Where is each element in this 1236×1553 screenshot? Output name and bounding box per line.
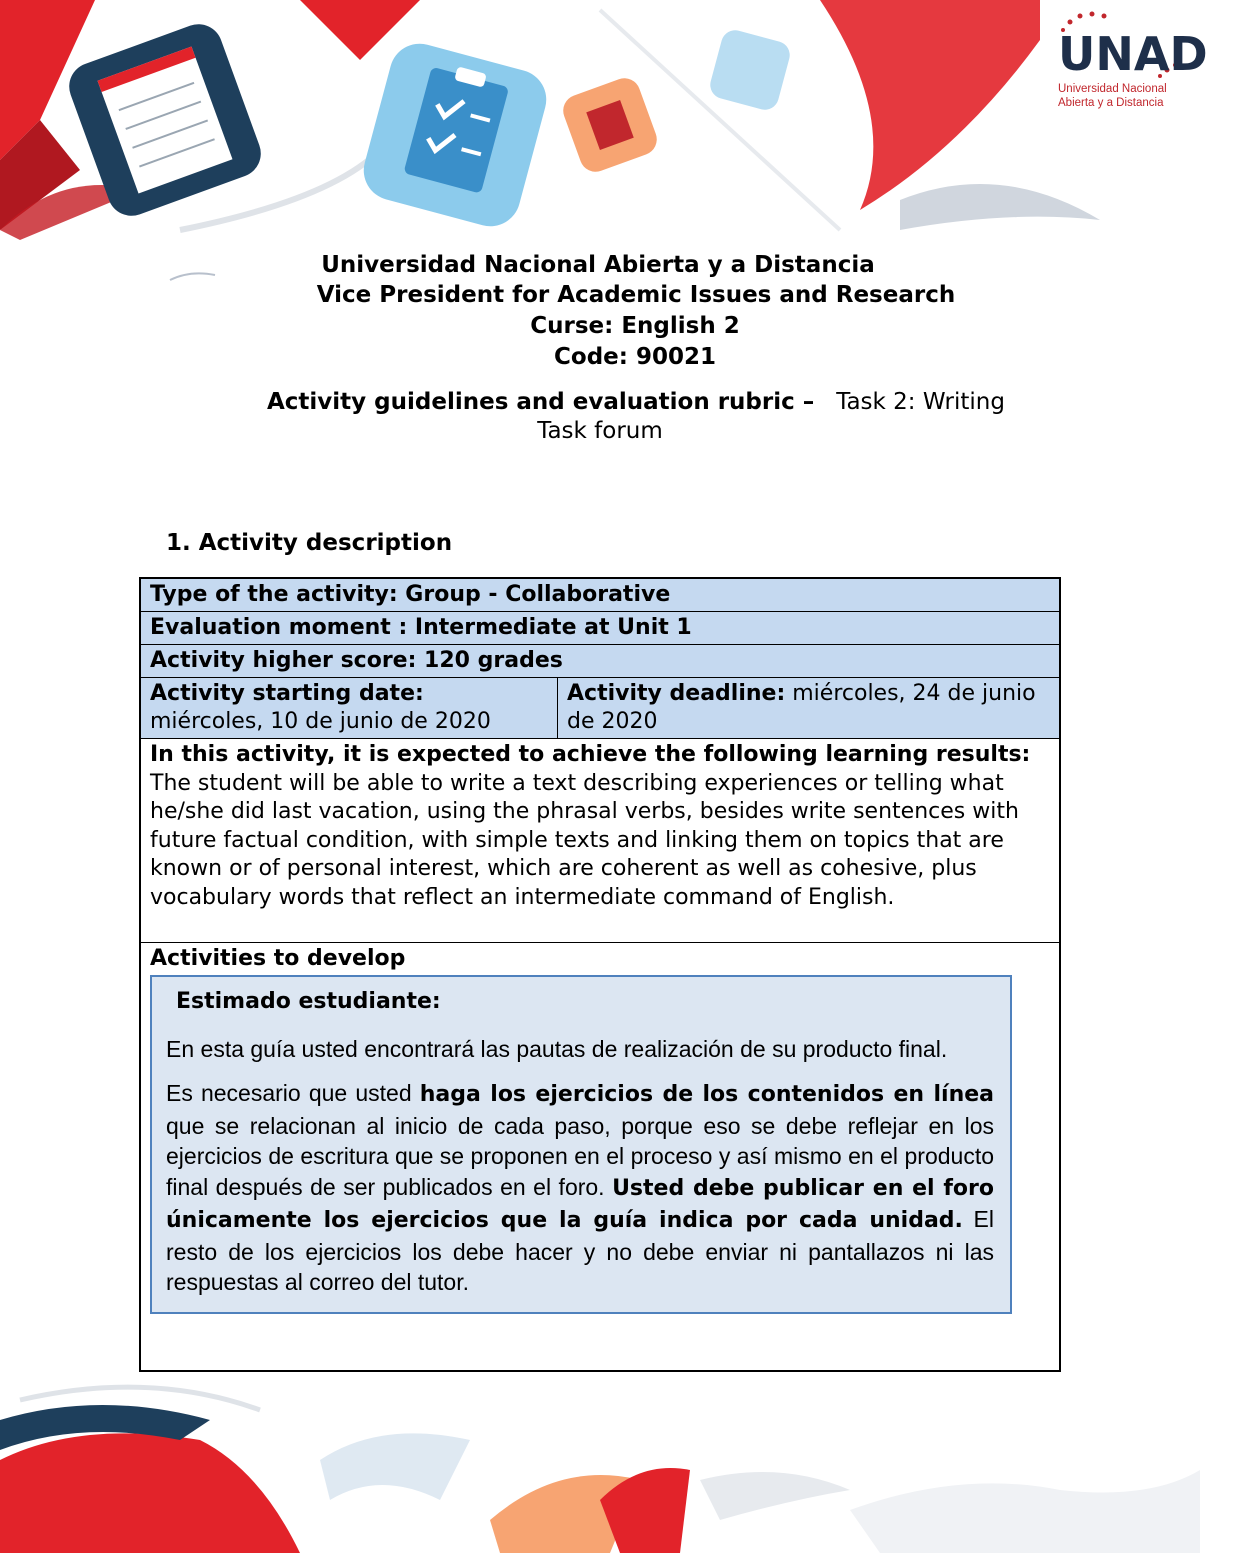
unad-logo (1055, 10, 1208, 120)
note-paragraph-1: En esta guía usted encontrará las pautas de realización de su producto final. (166, 1035, 948, 1062)
svg-text:UNAD: UNAD (1058, 27, 1208, 81)
logo-line1: Universidad Nacional (1058, 83, 1167, 95)
evaluation-moment: Evaluation moment : Intermediate at Unit 1 (150, 615, 692, 640)
note-paragraph-2: Es necesario que usted haga los ejercicios de los contenidos en línea que se relacionan al inicio de cada paso, porque eso se debe reflejar en los ejercicios de escritura que se proponen en el proceso y así mismo en el producto final después de ser publicados en el foro. Usted debe publicar en el foro únicamente los ejercicios que la guía indica por cada unidad. El resto de los ejercicios los debe hacer y no debe enviar ni pantallazos ni las respuestas al correo del tutor. (166, 1080, 994, 1295)
results-text: The student will be able to write a text describing experiences or telling what he/she did last vacation, using the phrasal verbs, besides write sentences with future factual condition, with simple texts and linking them on topics that are known or of personal interest, which are coherent as well as cohesive, plus vocabulary words that reflect an intermediate command of English. (150, 770, 1019, 910)
section-title: 1. Activity description (166, 530, 453, 556)
rubric-title (0, 388, 1200, 446)
book-icon (559, 74, 662, 177)
logo-line2: Abierta y a Distancia (1058, 97, 1164, 109)
results-title: In this activity, it is expected to achieve the following learning results: (150, 742, 1031, 767)
document-header (0, 250, 1200, 372)
row-type (141, 579, 1059, 612)
start-date-cell (141, 678, 558, 738)
deadline-value: miércoles, 24 de junio de 2020 (567, 681, 1036, 734)
activities-title: Activities to develop (150, 946, 406, 971)
rubric-bold: Activity guidelines and evaluation rubric – (266, 389, 815, 415)
clipboard-icon (357, 37, 553, 233)
activity-score: Activity higher score: 120 grades (150, 648, 563, 673)
deadline-cell (558, 678, 1059, 738)
note-emphasis-2: Usted debe publicar en el foro únicamente los ejercicios que la guía indica por cada unidad. (166, 1175, 994, 1233)
greeting: Estimado estudiante: (176, 989, 441, 1014)
activities-section (141, 943, 1059, 1370)
vice-presidency: Vice President for Academic Issues and Research (316, 282, 956, 308)
row-score (141, 645, 1059, 678)
rubric-task: Task 2: Writing (836, 389, 1005, 415)
activity-type: Type of the activity: Group - Collaborative (150, 582, 671, 607)
course-code: Code: 90021 (554, 344, 716, 370)
learning-results (141, 739, 1059, 943)
rubric-task2: Task forum (537, 418, 663, 444)
university-name: Universidad Nacional Abierta y a Distancia (321, 252, 875, 278)
row-moment (141, 612, 1059, 645)
note-emphasis-1: haga los ejercicios de los contenidos en línea (419, 1082, 994, 1107)
student-note-box (150, 975, 1012, 1314)
start-date-value: miércoles, 10 de junio de 2020 (150, 709, 491, 734)
start-date-label: Activity starting date: (150, 681, 424, 706)
deadline-label: Activity deadline: (567, 681, 786, 706)
activity-table (139, 577, 1061, 1372)
row-dates (141, 678, 1059, 739)
course-name: Curse: English 2 (530, 313, 740, 339)
